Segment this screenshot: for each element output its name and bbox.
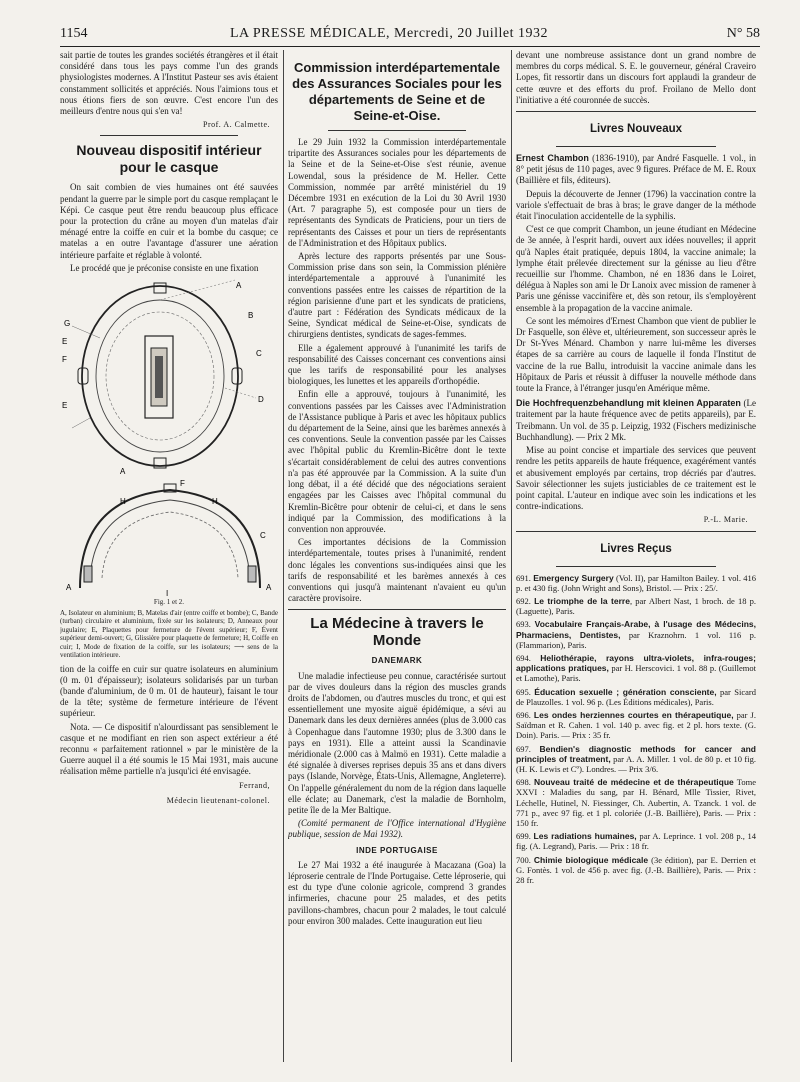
casque-paragraph-3: tion de la coiffe en cuir sur quatre isolateurs en aluminium (0 m. 01 d'épaisseur); isolateurs solidarisés par un turban (bande d'aluminium, de 0 m. 01 de hauteur), faisant le tour de la tête; système de fermeture intérieure de l'évent supérieur. [60, 663, 278, 719]
list-item [516, 855, 756, 886]
entry-number: 696. [516, 709, 531, 720]
entry-details: par A. Leprince. 1 vol. 208 p., 14 fig. (A. Legrand), Paris. — Prix : 18 fr. [516, 831, 756, 852]
helmet-top-view-diagram [60, 278, 278, 478]
casque-signature-name: Ferrand, [239, 780, 270, 790]
svg-text:E: E [62, 401, 68, 411]
commission-paragraph-1: Le 29 Juin 1932 la Commission interdépartementale tripartite des Assurances sociales pour les départements de la Seine et de la Seine-et-Oise s'est réunie, avenue Lowendal, sous la présidence de M. Heller. Cette Commission, nommée par arrêté ministériel du 19 Décembre 1931 en exécution de la Loi du 30 Avril 1930 (Art. 7 paragraphe 5), est composée pour un tiers de représentants des Syndicats de Praticiens, pour un tiers de représentants des Caisses et pour un tiers de représentants de l'Administration et des Hôpitaux publics. [288, 137, 506, 248]
svg-text:I: I [166, 589, 169, 599]
entry-title: Nouveau traité de médecine et de thérapeutique [534, 777, 734, 788]
entry-title: Emergency Surgery [533, 572, 614, 583]
list-item [516, 710, 756, 741]
chambon-paragraph-1: Depuis la découverte de Jenner (1796) la vaccination contre la variole s'effectuait de bras à bras; le grave danger de la méthode était l'inoculation accidentelle de la syphilis. [516, 188, 756, 222]
helmet-section-diagram [60, 478, 278, 598]
entry-number: 697. [516, 743, 531, 754]
hochfrequenz-paragraph: Mise au point concise et impartiale des services que peuvent rendre les petits appareils de haute fréquence, exagérément vantés et abusivement employés par certains, trop décriés par d'autres. Savoir sélectionner les sujets justiciables de ce traitement est le point capital. L'auteur en indique avec soin les indications et les contre-indications. [516, 445, 756, 512]
hochfrequenz-reference: (Le traitement par la haute fréquence avec de petits appareils), par E. Treibmann. Un vol. de 35 p. Leipzig, 1932 (Fischers medizinische Buchhandlung). — Prix 2 Mk. [516, 398, 756, 442]
svg-text:D: D [258, 395, 264, 405]
section-rule [328, 130, 466, 131]
entry-number: 698. [516, 777, 531, 788]
svg-text:A: A [266, 583, 272, 593]
commission-paragraph-2: Après lecture des rapports présentés par une Sous-Commission prise dans son sein, la Commission plénière interdépartementale a approuvé à l'unanimité les conventions passées entre les caisses de répartition de la région parisienne d'une part et les syndicats de praticiens, d'autre part : Fédération des Syndicats médicaux de la Seine, Syndicat médical de Seine-et-Oise, syndicats de chirurgiens dentistes, syndicats de sages-femmes. [288, 251, 506, 340]
casque-paragraph-1: On sait combien de vies humaines ont été sauvées pendant la guerre par le simple port du casque remplaçant le Képi. Ce casque peut être rendu beaucoup plus efficace pour la protection du crâne au moyen d'un matelas d'air ménagé entre la coiffe en cuir et la bombe du casque; ce matelas a en outre l'avantage d'assurer une aération intérieure parfaite et réglable à volonté. [60, 182, 278, 260]
header-rule [60, 46, 760, 47]
svg-text:A: A [120, 467, 126, 477]
entry-details: par A. A. Miller. 1 vol. de 80 p. et 10 fig. (H. K. Lewis et Cº). Londres. — Prix 3/6. [516, 753, 756, 774]
obituary-signature: Prof. A. Calmette. [203, 120, 270, 130]
entry-number: 692. [516, 595, 531, 606]
list-item [516, 777, 756, 828]
column-2 [288, 50, 506, 1062]
figure-label: Fig. 1 et 2. [153, 598, 185, 607]
entry-title: Les ondes herziennes courtes en thérapeutique, [533, 709, 734, 720]
entry-details: (Vol. II), par Hamilton Bailey. 1 vol. 416 p. et 430 fig. (John Wright and Sons), Bristol. — Prix : 25/. [516, 572, 756, 593]
page-number: 1154 [60, 26, 88, 41]
hochfrequenz-title: Die Hochfrequenzbehandlung mit kleinen Apparaten [516, 398, 741, 409]
entry-title: Bendien's diagnostic methods for cancer and principles of treatment, [516, 743, 756, 764]
column-divider-1 [283, 50, 284, 1062]
list-item [516, 596, 756, 616]
obituary-end: sait partie de toutes les grandes sociétés étrangères et il était considéré dans tous les pays comme l'un des grands physiologistes modernes. A l'Institut Pasteur ses avis étaient constamment sollicités et appréciés. Nous l'aimions tous et nous étions fiers de son œuvre. C'est encore l'un des meilleurs d'entre nous qui s'en va! [60, 50, 278, 117]
livres-recus-title: Livres Reçus [600, 542, 672, 555]
entry-title: Chimie biologique médicale [533, 854, 649, 865]
commission-paragraph-4: Enfin elle a approuvé, toujours à l'unanimité, les conventions passées par les Caisses avec l'Administration de l'Assistance publique à Paris et avec les hôpitaux publics du département de la Seine, ainsi que les barèmes annexés à ces conventions. Seule la convention passée par les Caisses avec l'hôpital public du Kremlin-Bicêtre dont le texte s'écartait considérablement de celui des autres conventions n'a pas été approuvée par la Commission. A la suite d'un long débat, il a été décidé que des négociations seraient engagées par les Caisses avec l'hôpital communal du Kremlin-Bicêtre pour obtenir de celui-ci, et dans le sens indiqué par la Commission, des modifications à la convention non approuvée. [288, 389, 506, 534]
svg-text:F: F [180, 479, 185, 489]
svg-text:F: F [62, 355, 67, 365]
commission-title: Commission interdépartementale des Assurances Sociales pour les départements de Seine et de Seine-et-Oise. [292, 60, 502, 123]
figure-caption [60, 598, 278, 660]
entry-number: 700. [516, 854, 531, 865]
svg-text:E: E [62, 337, 68, 347]
casque-paragraph-2: Le procédé que je préconise consiste en une fixation [70, 262, 259, 273]
list-item [516, 653, 756, 684]
figure-legend: A, Isolateur en aluminium; B, Matelas d'air (entre coiffe et bombe); C, Bande (turban) circulaire et aluminium, fixée sur les isolateurs; D, Anneaux pour jugulaire; E, Plaquettes pour fermeture de l'évent supérieur; F, Évent supérieur demi-ouvert; G, Glissière pour plaquette de fermeture; H, Coiffe en cuir; I, Mode de fixation de la coiffe, sur les isolateurs; ⟶ sens de la ventilation intérieure. [60, 608, 278, 660]
svg-text:B: B [248, 311, 254, 321]
section-rule [288, 609, 506, 610]
column-1 [60, 50, 278, 1062]
chambon-title: Ernest Chambon [516, 153, 589, 164]
section-rule [516, 531, 756, 532]
danemark-text: Une maladie infectieuse peu connue, caractérisée surtout par de vives douleurs dans la région des muscles grands droits de l'abdomen, ou d'autres muscles du tronc, et qui est essentiellement une myosite aiguë épidémique, a sévi au Danemark dans les deux dernières années (plus de 3.000 cas à Copenhague dans l'automne 1930; plus de 3.300 dans le pays en 1931). Elle a atteint aussi la Scandinavie méridionale (2.000 cas à Malmö en 1931). Cette maladie a été signalée à diverses reprises depuis 35 ans et dans divers pays (Islande, Norvège, États-Unis, Allemagne, Angleterre). On l'appelle généralement du nom de la région dans laquelle elle éclate; au Danemark, c'est la maladie de Bornholm, petite île de la Mer Baltique. [288, 670, 506, 815]
svg-text:A: A [66, 583, 72, 593]
entry-title: Le triomphe de la terre [534, 595, 630, 606]
entry-title: Vocabulaire Français-Arabe, à l'usage des Médecins, Pharmaciens, Dentistes, [516, 619, 756, 640]
svg-text:H: H [120, 497, 126, 507]
casque-title: Nouveau dispositif intérieur pour le casque [76, 142, 262, 176]
entry-title: Les radiations humaines, [533, 831, 637, 842]
commission-paragraph-3: Elle a également approuvé à l'unanimité les tarifs de responsabilité des Caisses concernant ces conventions ainsi que les tarifs de responsabilité pour les analyses biologiques, les lunettes et les appareils d'orthopédie. [288, 342, 506, 387]
section-rule [516, 111, 756, 112]
entry-details: par J. Saïdman et R. Cahen. 1 vol. 140 p. avec fig. et 2 pl. hors texte. (G. Doin). Paris. — Prix : 35 fr. [516, 709, 756, 741]
monde-title: La Médecine à travers le Monde [310, 615, 484, 650]
column-3 [516, 50, 756, 1062]
entry-details: par Kraznohrn. 1 vol. 116 p. (Flammarion), Paris. [516, 629, 756, 650]
list-item [516, 687, 756, 707]
danemark-reference: (Comité permanent de l'Office international d'Hygiène publique, session de Mai 1932). [288, 818, 506, 840]
chambon-paragraph-2: C'est ce que comprit Chambon, un jeune étudiant en Médecine de 3e année, à l'esprit hardi, ouvert aux idées nouvelles; il apprit qu'à Naples était pratiquée, depuis 1804, la vaccine animale; la lymphe était prélevée directement sur la génisse au lieu d'être recueillie sur l'homme. Chambon, né en 1836 dans le Loiret, délégua à Naples son ami le Dr Lanoix avec mission de ramener à Paris une génisse vaccinifère et, dès son retour, ils s'employèrent ensemble à la propagation de la vaccine animale. [516, 224, 756, 313]
section-rule [100, 135, 238, 136]
chambon-reference: (1836-1910), par André Fasquelle. 1 vol., in 8° petit jésus de 110 pages, avec 9 figures. Préface de M. E. Roux (Baillière et fils, éditeurs). [516, 153, 756, 186]
issue-number: N° 58 [726, 26, 760, 41]
entry-details: (3e édition), par E. Derrien et G. Fontès. 1 vol. de 456 p. avec fig. (J.-B. Baillière), Paris. — Prix : 28 fr. [516, 854, 756, 885]
entry-details: , par Albert Nast, 1 broch. de 18 p. (Laguette), Paris. [516, 595, 756, 617]
entry-number: 699. [516, 831, 531, 842]
danemark-heading: DANEMARK [371, 656, 423, 666]
inde-text: Le 27 Mai 1932 a été inaugurée à Macazana (Goa) la léproserie centrale de l'Inde Portugaise. Cette léproserie, qui est du type d'une colonie agricole, comprend 3 grandes infirmeries, chacune pour 25 malades, et des petits pavillons-chambres, chacun pour 2 malades, le tout calculé pour environ 300 malades. Cette inauguration eut lieu [288, 859, 506, 926]
entry-title: Heliothérapie, rayons ultra-violets, infra-rouges; applications pratiques, [516, 652, 756, 674]
journal-title: LA PRESSE MÉDICALE, Mercredi, 20 Juillet 1932 [230, 26, 549, 41]
hochfrequenz-entry [516, 398, 756, 443]
list-item [516, 831, 756, 851]
commission-paragraph-5: Ces importantes décisions de la Commission interdépartementale, toutes prises à l'unanimité, rendent donc légales les conventions sus-indiquées ainsi que les tarifs de responsabilité et les barèmes annexés à ces conventions qui jusqu'à maintenant n'avaient eu qu'un caractère provisoire. [288, 537, 506, 604]
section-rule [556, 146, 716, 147]
review-signature: P.-L. Marie. [703, 515, 748, 525]
page-header [60, 26, 760, 46]
svg-text:A: A [236, 281, 242, 291]
svg-text:C: C [260, 531, 266, 541]
list-item [516, 573, 756, 593]
helmet-figure [60, 278, 278, 660]
livres-recus-list [516, 573, 756, 886]
entry-number: 694. [516, 652, 531, 663]
entry-number: 693. [516, 619, 531, 630]
chambon-paragraph-3: Ce sont les mémoires d'Ernest Chambon que vient de publier le Dr Fasquelle, son élève et, ultérieurement, son successeur après le Dr St-Yves Ménard. Chambon y narre lui-même les diverses étapes de sa carrière au cours de laquelle il fonda l'Institut de vaccine de la rue Ballu, introduisit la vaccine animale dans les Hôpitaux de Paris et réussit à diffuser la nouvelle méthode dans toute la France, à l'étranger jusqu'en Amérique même. [516, 315, 756, 394]
entry-number: 695. [516, 686, 531, 697]
entry-details: par Sicard de Plauzolles. 1 vol. 96 p. (Les Éditions médicales), Paris. [516, 686, 756, 707]
svg-text:H: H [212, 497, 218, 507]
inde-heading: INDE PORTUGAISE [356, 845, 438, 855]
chambon-entry [516, 153, 756, 187]
list-item [516, 619, 756, 650]
casque-nota: Nota. — Ce dispositif n'alourdissant pas sensiblement le casque et ne modifiant en rien son aspect extérieur a été reconnu « parfaitement rationnel » par le ministère de la Guerre auquel il a été soumis le 15 Mai 1931, mais aucune réalisation même partielle n'a jusqu'ici été envisagée. [60, 721, 278, 777]
list-item [516, 744, 756, 775]
livres-nouveaux-title: Livres Nouveaux [589, 123, 683, 136]
entry-details: Tome XXVI : Maladies du sang, par H. Bénard, Mlle Tissier, Rivet, Léchelle, Hutinel, N. Fiessinger, Ch. Aubertin, A. Tzanck. 1 vol. de 771 p., avec 97 fig. et 1 pl. coloriée (J.-B. Baillière), Paris. — Prix : 150 fr. [516, 777, 756, 828]
entry-number: 691. [516, 572, 531, 583]
svg-text:G: G [64, 319, 71, 329]
casque-signature-title: Médecin lieutenant-colonel. [166, 795, 270, 805]
entry-details: par H. Herscovici. 1 vol. 88 p. (Guillemot et Lamothe), Paris. [516, 663, 756, 684]
section-rule [556, 566, 716, 567]
entry-title: Éducation sexuelle ; génération consciente, [534, 686, 717, 697]
svg-text:C: C [256, 349, 262, 359]
inde-continuation: devant une nombreuse assistance dont un grand nombre de membres du corps médical. S. E. le gouverneur, général Craveiro Lopes, fit ressortir dans un discours fort applaudi la grandeur de cette œuvre et des efforts du prof. Froilano de Mello dont l'initiative a été couronnée de succès. [516, 50, 756, 105]
column-divider-2 [511, 50, 512, 1062]
